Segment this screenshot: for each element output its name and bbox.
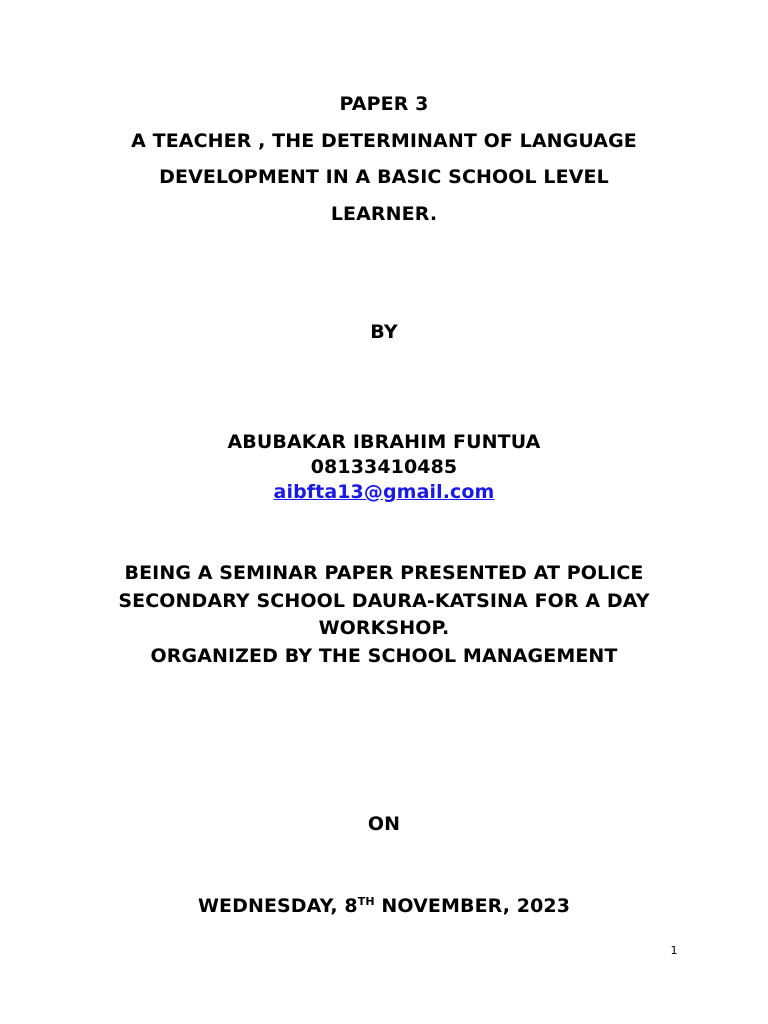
paper-title-line-3: LEARNER. bbox=[330, 202, 438, 225]
seminar-description-block bbox=[0, 560, 768, 671]
seminar-date bbox=[0, 892, 768, 923]
paper-title-line-1: A TEACHER , THE DETERMINANT OF LANGUAGE bbox=[131, 129, 637, 152]
author-email-link[interactable]: aibfta13@gmail.com bbox=[273, 481, 495, 503]
seminar-line-2: SECONDARY SCHOOL DAURA-KATSINA FOR A DAY bbox=[118, 589, 650, 612]
seminar-line-1: BEING A SEMINAR PAPER PRESENTED AT POLICE bbox=[124, 562, 644, 584]
paper-title-block bbox=[0, 86, 768, 232]
paper-title-line-2: DEVELOPMENT IN A BASIC SCHOOL LEVEL bbox=[159, 166, 609, 188]
author-email-line bbox=[0, 480, 768, 505]
on-label: ON bbox=[367, 813, 401, 835]
page-number: 1 bbox=[670, 944, 678, 957]
date-ordinal-suffix: TH bbox=[357, 895, 375, 908]
by-label: BY bbox=[370, 321, 398, 343]
seminar-line-4: ORGANIZED BY THE SCHOOL MANAGEMENT bbox=[150, 645, 618, 668]
date-month-year: NOVEMBER, 2023 bbox=[374, 895, 571, 917]
author-phone: 08133410485 bbox=[310, 456, 458, 478]
seminar-line-3: WORKSHOP. bbox=[318, 617, 450, 640]
date-weekday-day: WEDNESDAY, 8 bbox=[197, 895, 358, 917]
author-block bbox=[0, 430, 768, 505]
author-name: ABUBAKAR IBRAHIM FUNTUA bbox=[227, 431, 541, 453]
paper-number: PAPER 3 bbox=[339, 93, 429, 115]
